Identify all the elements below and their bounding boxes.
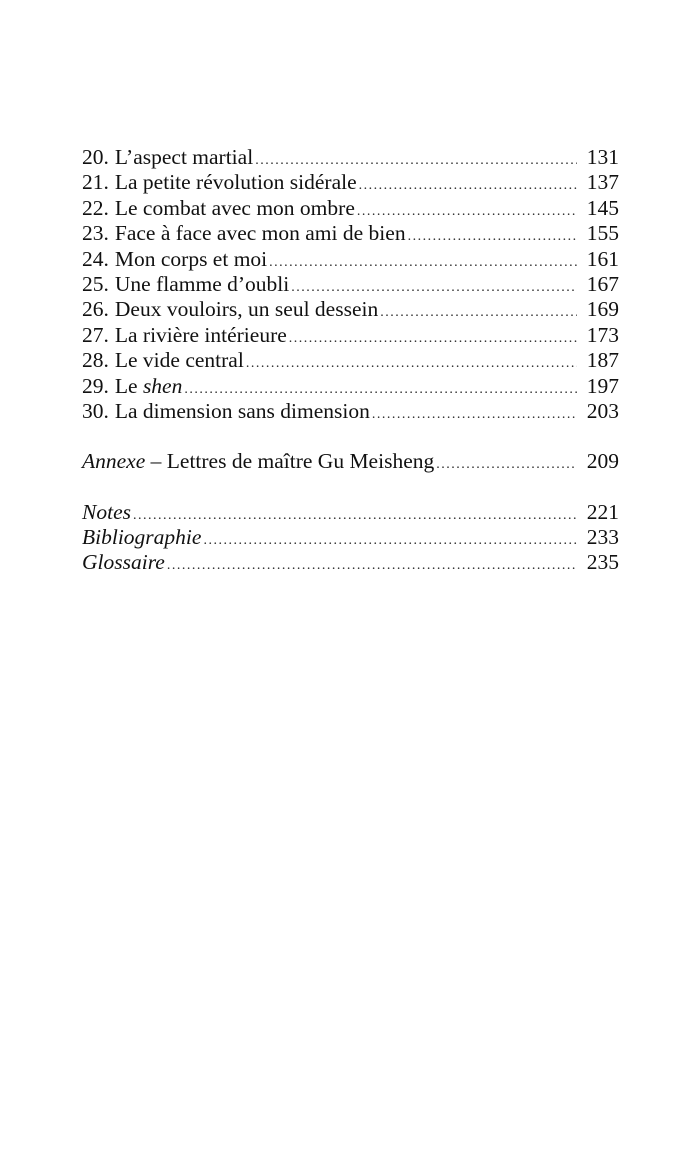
toc-entry [82, 170, 619, 195]
dot-leader [372, 402, 577, 427]
chapter-number: 29. [82, 373, 109, 398]
dot-leader [167, 553, 577, 578]
back-matter-title: Bibliographie [82, 525, 202, 550]
page-number: 169 [586, 297, 619, 322]
page-number: 155 [586, 221, 619, 246]
dot-leader [289, 326, 577, 351]
annexe-title-text: – Lettres de maître Gu Meisheng [150, 449, 435, 474]
toc-entry [82, 399, 619, 424]
annexe-label: Annexe [82, 449, 146, 474]
chapter-title: La petite révolution sidérale [114, 170, 357, 195]
chapter-title: Une flamme d’oubli [114, 271, 290, 296]
chapter-title: La rivière intérieure [114, 322, 287, 347]
toc-entry [82, 196, 619, 221]
chapter-title-italic: shen [142, 373, 183, 398]
toc-entry [82, 550, 619, 575]
chapter-title: Mon corps et moi [114, 246, 268, 271]
toc-entry [82, 323, 619, 348]
chapter-number: 24. [82, 246, 109, 271]
toc-entry [82, 221, 619, 246]
toc-entry-annexe [82, 449, 619, 474]
dot-leader [269, 250, 577, 275]
annexe-section [82, 449, 619, 474]
page-number: 235 [586, 550, 619, 575]
chapter-number: 25. [82, 271, 109, 296]
chapter-number: 27. [82, 322, 109, 347]
toc-entry [82, 145, 619, 170]
dot-leader [246, 351, 577, 376]
back-matter-title: Glossaire [82, 550, 165, 575]
chapter-title: Face à face avec mon ami de bien [114, 221, 406, 246]
chapter-title: Le vide central [114, 348, 244, 373]
chapter-number: 22. [82, 195, 109, 220]
dot-leader [359, 173, 577, 198]
page-number: 221 [586, 499, 619, 524]
dot-leader [436, 452, 577, 477]
page-number: 209 [586, 449, 619, 474]
chapter-title: Le combat avec mon ombre [114, 195, 355, 220]
page-number: 197 [586, 373, 619, 398]
page-number: 145 [586, 195, 619, 220]
page-number: 167 [586, 271, 619, 296]
toc-entry [82, 374, 619, 399]
back-matter-title: Notes [82, 499, 131, 524]
dot-leader [408, 224, 577, 249]
chapter-number: 28. [82, 348, 109, 373]
annexe-title [82, 449, 434, 474]
chapter-title-prefix: Le [114, 373, 138, 398]
chapter-number: 21. [82, 170, 109, 195]
chapter-number: 30. [82, 398, 109, 423]
back-matter-section [82, 500, 619, 576]
page-number: 173 [586, 322, 619, 347]
page-number: 131 [586, 145, 619, 169]
dot-leader [380, 300, 577, 325]
chapter-number: 20. [82, 145, 109, 169]
toc-entry [82, 297, 619, 322]
table-of-contents [82, 145, 619, 576]
chapter-number: 23. [82, 221, 109, 246]
page-number: 187 [586, 348, 619, 373]
toc-entry [82, 525, 619, 550]
dot-leader [203, 528, 577, 553]
chapter-number: 26. [82, 297, 109, 322]
toc-entry [82, 500, 619, 525]
page-number: 203 [586, 398, 619, 423]
chapter-title: Deux vouloirs, un seul dessein [114, 297, 379, 322]
chapter-title: La dimension sans dimension [114, 398, 370, 423]
toc-entry [82, 348, 619, 373]
page-number: 137 [586, 170, 619, 195]
chapter-list [82, 145, 619, 424]
toc-entry [82, 272, 619, 297]
chapter-title [115, 374, 182, 399]
chapter-title: L’aspect martial [114, 145, 254, 169]
toc-entry [82, 247, 619, 272]
page-number: 161 [586, 246, 619, 271]
page-number: 233 [586, 525, 619, 550]
